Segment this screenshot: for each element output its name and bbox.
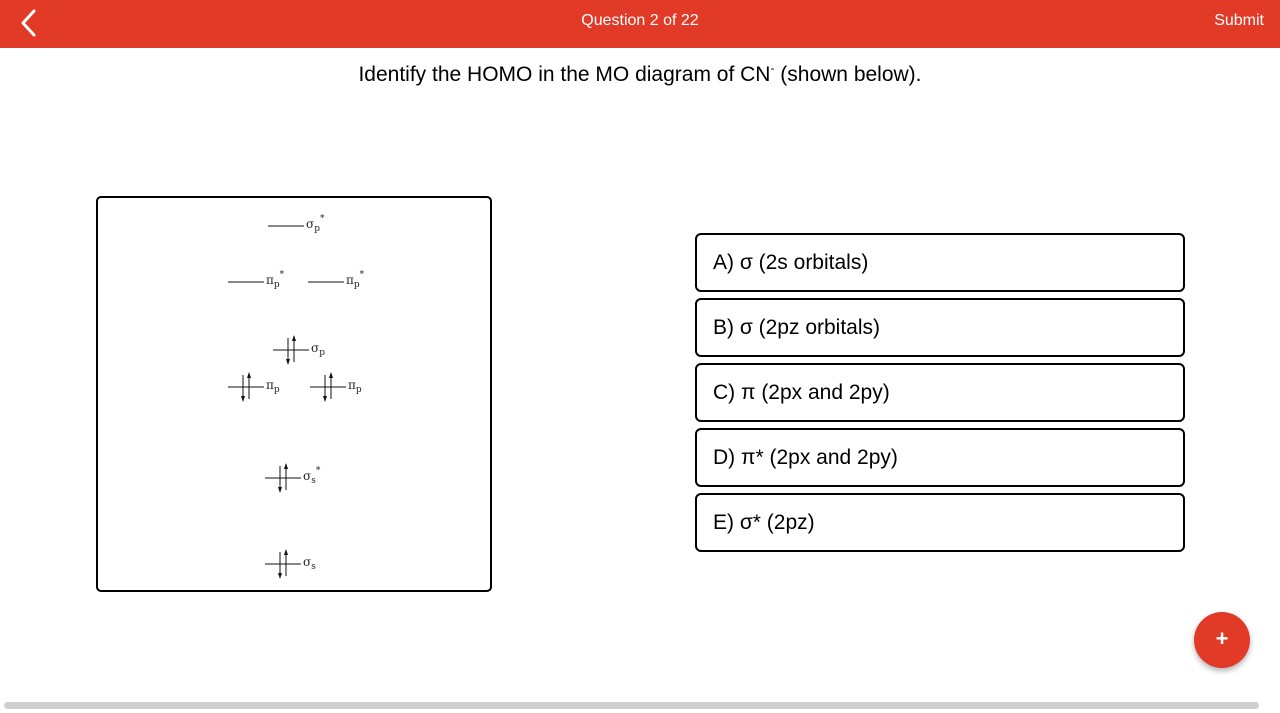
spin-up-arrowhead — [284, 463, 288, 469]
spin-down-arrowhead — [286, 359, 290, 365]
orbital-label: $\pi_p$ — [348, 378, 362, 395]
orbital-label: $\sigma_s^*$ — [303, 466, 321, 486]
orbital-sigma-p-star — [268, 214, 325, 234]
top-bar — [0, 0, 1280, 48]
orbital-label: $\pi_p^*$ — [266, 270, 285, 290]
question-counter: Question 2 of 22 — [581, 12, 699, 29]
prompt-text-end: (shown below). — [774, 63, 922, 86]
spin-up-arrowhead — [247, 372, 251, 378]
choice-e-label: E) σ* (2pz) — [713, 511, 815, 534]
orbital-label: $\sigma_p$ — [311, 341, 325, 358]
orbital-sigma-s-star — [265, 463, 321, 493]
plus-icon: + — [1215, 626, 1229, 651]
choice-c-label: C) π (2px and 2py) — [713, 381, 890, 404]
orbital-pi-p-1 — [228, 372, 280, 402]
choice-d[interactable] — [695, 428, 1185, 487]
orbital-label: $\sigma_p^*$ — [306, 214, 325, 234]
choice-a[interactable] — [695, 233, 1185, 292]
mo-diagram-svg — [98, 198, 490, 590]
mo-diagram — [96, 196, 492, 592]
orbital-label: $\sigma_s$ — [303, 555, 316, 572]
orbital-pi-p-star-2 — [308, 270, 365, 290]
choice-e[interactable] — [695, 493, 1185, 552]
orbital-sigma-s — [265, 549, 316, 579]
add-fab-button[interactable] — [1194, 612, 1250, 668]
orbital-label: $\pi_p^*$ — [346, 270, 365, 290]
prompt-text: Identify the HOMO in the MO diagram of CN — [358, 63, 771, 86]
choice-a-label: A) σ (2s orbitals) — [713, 251, 869, 274]
submit-button[interactable]: Submit — [1214, 12, 1264, 29]
choice-b[interactable] — [695, 298, 1185, 357]
spin-up-arrowhead — [284, 549, 288, 555]
prompt-superscript: - — [770, 61, 775, 75]
question-prompt — [0, 61, 1280, 87]
spin-up-arrowhead — [292, 335, 296, 341]
orbital-pi-p-star-1 — [228, 270, 285, 290]
choice-c[interactable] — [695, 363, 1185, 422]
choice-d-label: D) π* (2px and 2py) — [713, 446, 898, 469]
spin-down-arrowhead — [278, 487, 282, 493]
orbital-label: $\pi_p$ — [266, 378, 280, 395]
orbital-sigma-p — [273, 335, 325, 365]
spin-down-arrowhead — [278, 573, 282, 579]
spin-down-arrowhead — [323, 396, 327, 402]
horizontal-scrollbar[interactable] — [4, 702, 1259, 709]
spin-up-arrowhead — [329, 372, 333, 378]
spin-down-arrowhead — [241, 396, 245, 402]
orbital-pi-p-2 — [310, 372, 362, 402]
choice-b-label: B) σ (2pz orbitals) — [713, 316, 881, 339]
